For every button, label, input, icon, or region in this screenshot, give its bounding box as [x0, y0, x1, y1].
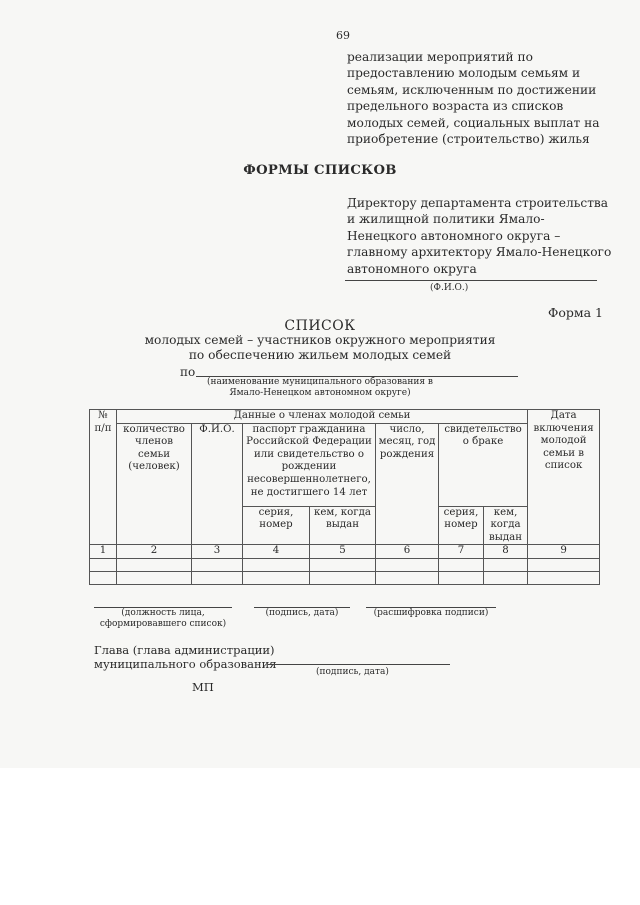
- decode-caption: (расшифровка подписи): [373, 608, 489, 618]
- table-header-row-1: [90, 410, 600, 424]
- col-number: 7: [439, 545, 484, 559]
- decode-line: [366, 607, 496, 619]
- header-marriage: свидетельство о браке: [439, 423, 528, 506]
- header-count: количество членов семьи (человек): [117, 423, 192, 545]
- sign-date-line: [254, 607, 350, 619]
- position-caption-line-1: (должность лица,: [121, 608, 205, 618]
- position-signature-line: [94, 607, 232, 630]
- column-number-row: [90, 545, 600, 559]
- municipality-caption-line-1: (наименование муниципального образования в: [206, 377, 434, 387]
- header-passport: паспорт гражданина Российской Федерации или свидетельство о рождении несовершеннолетнего, не достигшего 14 лет: [243, 423, 376, 506]
- intro-paragraph: реализации мероприятий по предоставлению молодым семьям и семьям, исключенным по достижении предельного возраста из списков молодых семей, социальных выплат на приобретение (строительство) жилья: [347, 50, 600, 147]
- col-number: 1: [90, 545, 117, 559]
- col-number: 4: [243, 545, 310, 559]
- stamp-place: МП: [192, 680, 214, 694]
- head-signature-caption: (подпись, дата): [316, 667, 389, 677]
- families-table: [89, 409, 600, 585]
- sign-date-caption: (подпись, дата): [265, 608, 339, 618]
- col-number: 3: [192, 545, 243, 559]
- header-num: № п/п: [90, 410, 117, 545]
- col-number: 8: [484, 545, 528, 559]
- position-caption-line-2: сформировавшего список): [99, 619, 227, 629]
- municipality-caption: [0, 377, 640, 399]
- header-passport-issued: кем, когда выдан: [310, 506, 376, 545]
- po-label: по: [180, 365, 196, 379]
- header-fio: Ф.И.О.: [192, 423, 243, 545]
- header-marriage-series: серия, номер: [439, 506, 484, 545]
- table-header-row-2: [90, 423, 600, 506]
- form-label: Форма 1: [548, 305, 604, 320]
- col-number: 2: [117, 545, 192, 559]
- head-signature-line: [268, 664, 450, 665]
- fio-caption: (Ф.И.О.): [430, 283, 469, 293]
- col-number: 6: [376, 545, 439, 559]
- table-row: [90, 558, 600, 571]
- head-block: [94, 643, 277, 671]
- addressee-block: Директору департамента строительства и жилищной политики Ямало-Ненецкого автономного округа – главному архитектору Ямало-Ненецкого автономного округа: [347, 196, 612, 276]
- head-line-2: муниципального образования: [94, 657, 277, 671]
- fio-line: [345, 280, 597, 281]
- table-row: [90, 571, 600, 584]
- list-title: СПИСОК: [284, 318, 356, 334]
- header-passport-series: серия, номер: [243, 506, 310, 545]
- municipality-caption-line-2: Ямало-Ненецком автономном округе): [229, 388, 411, 398]
- section-heading: ФОРМЫ СПИСКОВ: [243, 163, 397, 178]
- list-subtitle-line-2: по обеспечению жильем молодых семей: [188, 348, 452, 362]
- position-caption: [94, 608, 232, 630]
- header-date: Дата включения молодой семьи в список: [528, 410, 600, 545]
- list-subtitle: [0, 333, 640, 363]
- head-line-1: Глава (глава администрации): [94, 643, 275, 657]
- page-number: 69: [336, 29, 350, 42]
- list-subtitle-line-1: молодых семей – участников окружного мероприятия: [144, 333, 496, 347]
- header-family-data: Данные о членах молодой семьи: [117, 410, 528, 424]
- header-birth: число, месяц, год рождения: [376, 423, 439, 545]
- header-marriage-issued: кем, когда выдан: [484, 506, 528, 545]
- col-number: 5: [310, 545, 376, 559]
- col-number: 9: [528, 545, 600, 559]
